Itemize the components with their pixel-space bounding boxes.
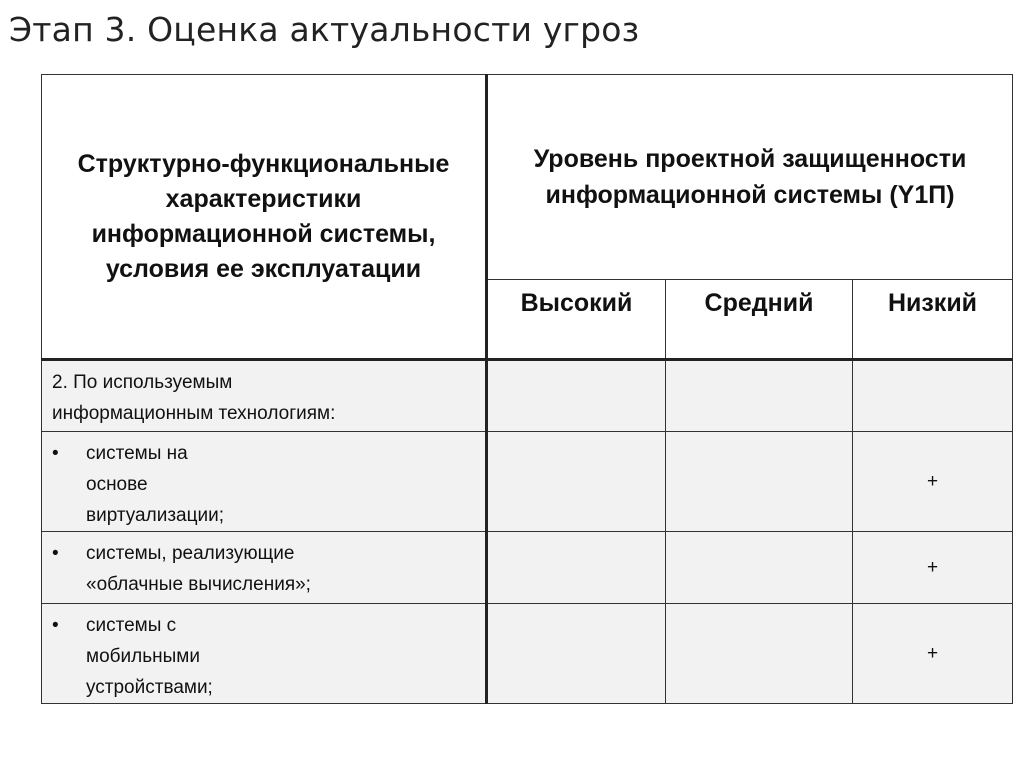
header-level-medium: Средний <box>666 280 853 360</box>
row-characteristic-text: системы на основе виртуализации; <box>86 443 224 526</box>
row-medium-cell <box>666 360 853 432</box>
row-characteristic-cell <box>42 360 487 432</box>
row-characteristic-text: 2. По используемым информационным технологиям: <box>52 372 336 424</box>
row-high-cell <box>487 360 666 432</box>
row-medium-cell <box>666 604 853 704</box>
table-row <box>42 604 1013 704</box>
table-header-row <box>42 75 1013 280</box>
row-high-cell <box>487 432 666 532</box>
row-characteristic-text: системы, реализующие «облачные вычисления»; <box>86 543 311 595</box>
row-characteristic-text: системы с мобильными устройствами; <box>86 615 213 698</box>
row-characteristic-cell <box>42 532 487 604</box>
row-low-cell: + <box>853 432 1013 532</box>
row-medium-cell <box>666 532 853 604</box>
row-low-cell: + <box>853 604 1013 704</box>
bullet-marker: • <box>52 615 59 636</box>
header-level-high: Высокий <box>487 280 666 360</box>
table-row <box>42 432 1013 532</box>
header-protection-level: Уровень проектной защищенности информационной системы (Y1П) <box>487 75 1013 280</box>
row-low-cell: + <box>853 532 1013 604</box>
header-level-low: Низкий <box>853 280 1013 360</box>
row-medium-cell <box>666 432 853 532</box>
threat-assessment-table <box>41 74 1013 704</box>
row-high-cell <box>487 604 666 704</box>
row-low-cell <box>853 360 1013 432</box>
table-row <box>42 532 1013 604</box>
row-characteristic-cell <box>42 604 487 704</box>
header-characteristics: Структурно-функциональные характеристики информационной системы, условия ее эксплуатации <box>42 75 487 360</box>
row-high-cell <box>487 532 666 604</box>
bullet-marker: • <box>52 443 59 464</box>
row-characteristic-cell <box>42 432 487 532</box>
bullet-marker: • <box>52 543 59 564</box>
table-row-group <box>42 360 1013 432</box>
slide-title: Этап 3. Оценка актуальности угроз <box>9 10 640 49</box>
